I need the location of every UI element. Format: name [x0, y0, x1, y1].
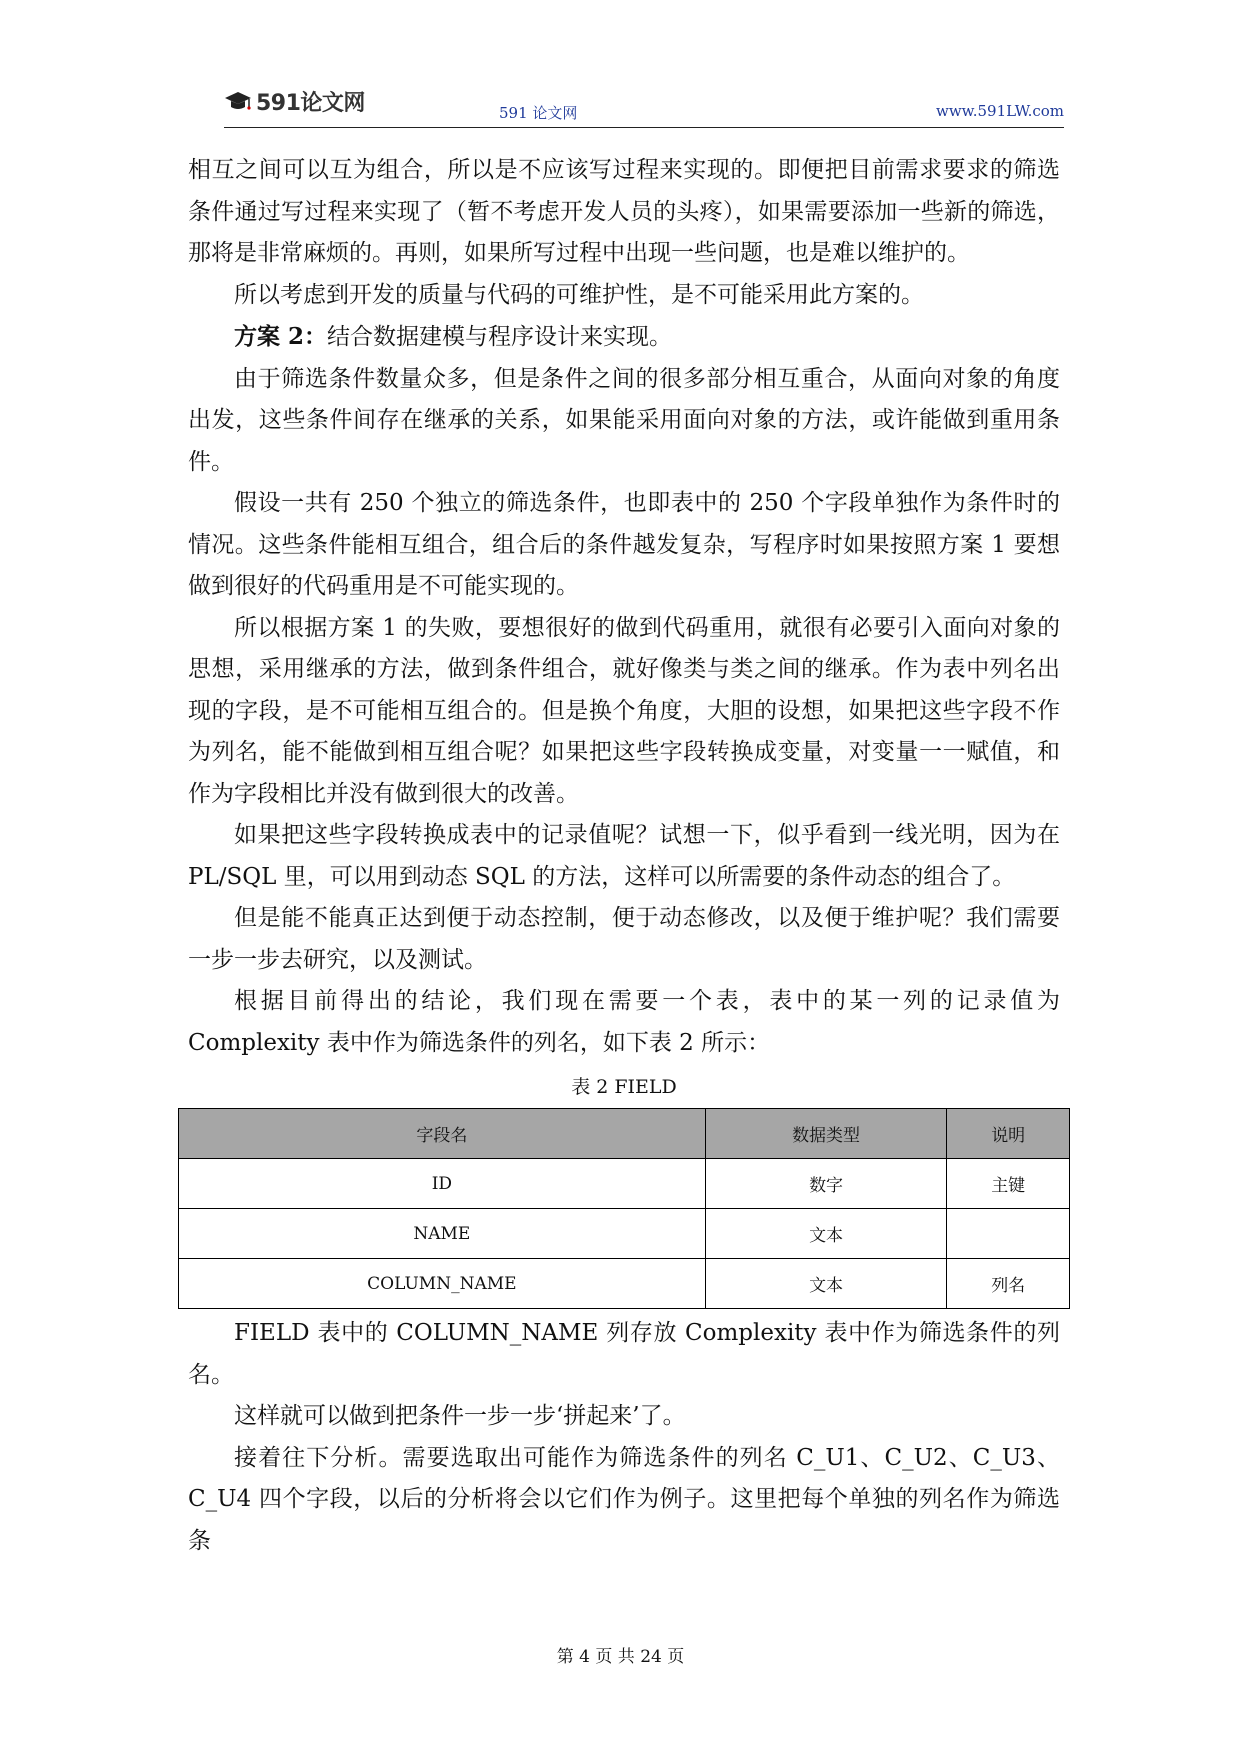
table-header-cell: 数据类型 [705, 1109, 947, 1159]
field-table [178, 1108, 1070, 1309]
table-cell: 文本 [705, 1209, 947, 1259]
table-cell: 列名 [947, 1259, 1070, 1309]
paragraph: 根据目前得出的结论，我们现在需要一个表，表中的某一列的记录值为 Complexity 表中作为筛选条件的列名，如下表 2 所示： [188, 988, 1060, 1056]
page-number: 第 4 页 共 24 页 [556, 1647, 685, 1667]
table-header-cell: 字段名 [179, 1109, 706, 1159]
graduation-cap-icon [224, 89, 252, 113]
table-cell: 文本 [705, 1259, 947, 1309]
logo-text: 591论文网 [256, 90, 365, 116]
paragraph: 假设一共有 250 个独立的筛选条件，也即表中的 250 个字段单独作为条件时的情况。这些条件能相互组合，组合后的条件越发复杂，写程序时如果按照方案 1 要想做到很好的代码重用是不可能实现的。 [188, 490, 1060, 599]
table-cell: 主键 [947, 1159, 1070, 1209]
scheme-2-label: 方案 2： [234, 323, 328, 350]
paragraph-scheme-2 [188, 316, 1060, 359]
table-header-row [179, 1109, 1070, 1159]
table-cell: ID [179, 1159, 706, 1209]
paragraph: 但是能不能真正达到便于动态控制，便于动态修改，以及便于维护呢？我们需要一步一步去研究，以及测试。 [188, 905, 1060, 973]
table-caption: 表 2 FIELD [571, 1076, 677, 1098]
paragraph: 如果把这些字段转换成表中的记录值呢？试想一下，似乎看到一线光明，因为在 PL/SQL 里，可以用到动态 SQL 的方法，这样可以所需要的条件动态的组合了。 [188, 822, 1060, 890]
site-logo[interactable] [224, 86, 365, 116]
table-row [179, 1209, 1070, 1259]
table-header-cell: 说明 [947, 1109, 1070, 1159]
header-divider [224, 127, 1064, 128]
table-cell: COLUMN_NAME [179, 1259, 706, 1309]
header-site-name[interactable]: 591 论文网 [499, 104, 578, 122]
header-site-url[interactable]: www.591LW.com [935, 102, 1064, 120]
table-row [179, 1259, 1070, 1309]
paragraph: 接着往下分析。需要选取出可能作为筛选条件的列名 C_U1、C_U2、C_U3、C_U4 四个字段，以后的分析将会以它们作为例子。这里把每个单独的列名作为筛选条 [188, 1444, 1060, 1554]
page-header [224, 80, 1064, 130]
paragraph: 所以根据方案 1 的失败，要想很好的做到代码重用，就很有必要引入面向对象的思想，采用继承的方法，做到条件组合，就好像类与类之间的继承。作为表中列名出现的字段，是不可能相互组合的。但是换个角度，大胆的设想，如果把这些字段不作为列名，能不能做到相互组合呢？如果把这些字段转换成变量，对变量一一赋值，和作为字段相比并没有做到很大的改善。 [188, 614, 1060, 807]
paragraph: 相互之间可以互为组合，所以是不应该写过程来实现的。即便把目前需求要求的筛选条件通过写过程来实现了（暂不考虑开发人员的头疼），如果需要添加一些新的筛选，那将是非常麻烦的。再则，如果所写过程中出现一些问题，也是难以维护的。 [188, 157, 1060, 266]
table-row [179, 1159, 1070, 1209]
paragraph: 这样就可以做到把条件一步一步‘拼起来’了。 [234, 1403, 686, 1429]
table-cell [947, 1209, 1070, 1259]
table-cell: NAME [179, 1209, 706, 1259]
paragraph: 由于筛选条件数量众多，但是条件之间的很多部分相互重合，从面向对象的角度出发，这些条件间存在继承的关系，如果能采用面向对象的方法，或许能做到重用条件。 [188, 365, 1060, 475]
paragraph: 所以考虑到开发的质量与代码的可维护性，是不可能采用此方案的。 [234, 281, 924, 308]
paragraph: FIELD 表中的 COLUMN_NAME 列存放 Complexity 表中作为筛选条件的列名。 [188, 1320, 1060, 1388]
table-cell: 数字 [705, 1159, 947, 1209]
scheme-2-text: 结合数据建模与程序设计来实现。 [327, 324, 673, 350]
body-content [188, 150, 1060, 1562]
